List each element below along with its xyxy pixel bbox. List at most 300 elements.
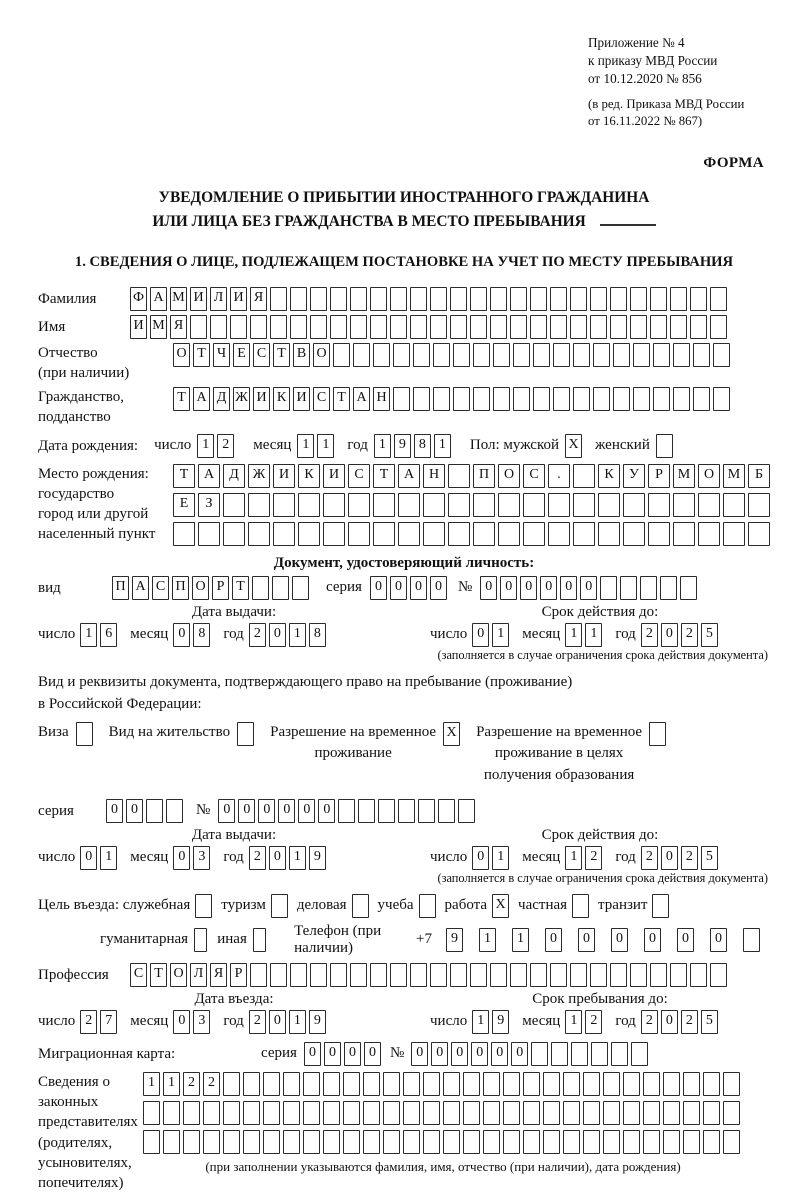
char-cell[interactable]	[323, 1101, 340, 1125]
char-cell[interactable]	[398, 522, 420, 546]
char-cell[interactable]	[670, 963, 687, 987]
char-cell[interactable]: 1	[289, 1010, 306, 1034]
char-cell[interactable]	[330, 315, 347, 339]
char-cell[interactable]: Е	[233, 343, 250, 367]
char-cell[interactable]: 1	[197, 434, 214, 458]
char-cell[interactable]	[198, 522, 220, 546]
char-cell[interactable]: 0	[431, 1042, 448, 1066]
char-cell[interactable]	[463, 1101, 480, 1125]
char-cell[interactable]	[603, 1130, 620, 1154]
char-cell[interactable]	[633, 387, 650, 411]
char-cell[interactable]	[450, 287, 467, 311]
char-cell[interactable]	[390, 963, 407, 987]
char-cell[interactable]	[531, 1042, 548, 1066]
char-cell[interactable]	[223, 522, 245, 546]
char-cell[interactable]: 0	[364, 1042, 381, 1066]
char-cell[interactable]: 1	[100, 846, 117, 870]
char-cell[interactable]	[363, 1072, 380, 1096]
char-cell[interactable]: Н	[423, 464, 445, 488]
char-cell[interactable]	[310, 963, 327, 987]
char-cell[interactable]	[513, 343, 530, 367]
char-cell[interactable]	[263, 1101, 280, 1125]
char-cell[interactable]: 0	[480, 576, 497, 600]
char-cell[interactable]	[270, 315, 287, 339]
char-cell[interactable]: 0	[661, 623, 678, 647]
char-cell[interactable]	[680, 576, 697, 600]
char-cell[interactable]: 1	[479, 928, 496, 952]
char-cell[interactable]: П	[473, 464, 495, 488]
char-cell[interactable]	[303, 1130, 320, 1154]
char-cell[interactable]	[383, 1130, 400, 1154]
vnj-checkbox[interactable]	[237, 722, 254, 746]
char-cell[interactable]: М	[723, 464, 745, 488]
char-cell[interactable]: 0	[500, 576, 517, 600]
char-cell[interactable]	[648, 493, 670, 517]
char-cell[interactable]	[470, 287, 487, 311]
char-cell[interactable]	[748, 493, 770, 517]
char-cell[interactable]	[263, 1130, 280, 1154]
sluzhebnaya-checkbox[interactable]	[195, 894, 212, 918]
char-cell[interactable]	[748, 522, 770, 546]
char-cell[interactable]	[393, 387, 410, 411]
char-cell[interactable]	[450, 963, 467, 987]
char-cell[interactable]	[503, 1072, 520, 1096]
char-cell[interactable]	[463, 1072, 480, 1096]
char-cell[interactable]: 2	[249, 623, 266, 647]
char-cell[interactable]	[690, 287, 707, 311]
char-cell[interactable]: Т	[173, 464, 195, 488]
char-cell[interactable]	[690, 963, 707, 987]
char-cell[interactable]	[272, 576, 289, 600]
char-cell[interactable]	[570, 315, 587, 339]
char-cell[interactable]	[443, 1072, 460, 1096]
char-cell[interactable]: З	[198, 493, 220, 517]
char-cell[interactable]	[398, 799, 415, 823]
char-cell[interactable]	[610, 287, 627, 311]
char-cell[interactable]	[523, 493, 545, 517]
char-cell[interactable]	[252, 576, 269, 600]
char-cell[interactable]	[653, 387, 670, 411]
char-cell[interactable]: 6	[100, 623, 117, 647]
char-cell[interactable]: 2	[217, 434, 234, 458]
char-cell[interactable]: 0	[430, 576, 447, 600]
char-cell[interactable]	[631, 1042, 648, 1066]
char-cell[interactable]	[330, 287, 347, 311]
char-cell[interactable]: 0	[324, 1042, 341, 1066]
char-cell[interactable]: 2	[249, 846, 266, 870]
char-cell[interactable]	[703, 1072, 720, 1096]
char-cell[interactable]	[570, 963, 587, 987]
char-cell[interactable]	[650, 963, 667, 987]
char-cell[interactable]	[548, 522, 570, 546]
char-cell[interactable]	[530, 963, 547, 987]
char-cell[interactable]: 0	[545, 928, 562, 952]
char-cell[interactable]	[623, 493, 645, 517]
char-cell[interactable]: С	[130, 963, 147, 987]
char-cell[interactable]: 0	[661, 846, 678, 870]
char-cell[interactable]	[283, 1072, 300, 1096]
char-cell[interactable]: 1	[374, 434, 391, 458]
char-cell[interactable]	[470, 963, 487, 987]
char-cell[interactable]: 0	[578, 928, 595, 952]
char-cell[interactable]	[143, 1130, 160, 1154]
char-cell[interactable]: Д	[213, 387, 230, 411]
char-cell[interactable]: 0	[238, 799, 255, 823]
char-cell[interactable]	[683, 1130, 700, 1154]
char-cell[interactable]: 0	[540, 576, 557, 600]
char-cell[interactable]: С	[348, 464, 370, 488]
char-cell[interactable]	[373, 493, 395, 517]
char-cell[interactable]	[448, 493, 470, 517]
char-cell[interactable]	[166, 799, 183, 823]
char-cell[interactable]: П	[172, 576, 189, 600]
char-cell[interactable]: О	[698, 464, 720, 488]
char-cell[interactable]: М	[150, 315, 167, 339]
tranzit-checkbox[interactable]	[652, 894, 669, 918]
char-cell[interactable]	[443, 1130, 460, 1154]
char-cell[interactable]	[310, 315, 327, 339]
char-cell[interactable]: Я	[170, 315, 187, 339]
char-cell[interactable]: С	[253, 343, 270, 367]
char-cell[interactable]: 0	[173, 846, 190, 870]
char-cell[interactable]	[273, 493, 295, 517]
char-cell[interactable]	[663, 1130, 680, 1154]
char-cell[interactable]: 0	[471, 1042, 488, 1066]
char-cell[interactable]	[443, 1101, 460, 1125]
char-cell[interactable]: Р	[212, 576, 229, 600]
char-cell[interactable]	[710, 963, 727, 987]
char-cell[interactable]: Т	[150, 963, 167, 987]
char-cell[interactable]	[298, 493, 320, 517]
char-cell[interactable]	[553, 343, 570, 367]
char-cell[interactable]: С	[313, 387, 330, 411]
char-cell[interactable]	[183, 1101, 200, 1125]
char-cell[interactable]	[163, 1101, 180, 1125]
char-cell[interactable]: Н	[373, 387, 390, 411]
char-cell[interactable]	[450, 315, 467, 339]
char-cell[interactable]: 9	[492, 1010, 509, 1034]
char-cell[interactable]	[623, 522, 645, 546]
char-cell[interactable]	[650, 287, 667, 311]
char-cell[interactable]: Д	[223, 464, 245, 488]
char-cell[interactable]: 0	[258, 799, 275, 823]
char-cell[interactable]	[433, 387, 450, 411]
char-cell[interactable]	[483, 1072, 500, 1096]
char-cell[interactable]: 0	[318, 799, 335, 823]
char-cell[interactable]	[663, 1072, 680, 1096]
char-cell[interactable]	[423, 1072, 440, 1096]
char-cell[interactable]: И	[293, 387, 310, 411]
char-cell[interactable]	[383, 1101, 400, 1125]
char-cell[interactable]: 5	[701, 846, 718, 870]
char-cell[interactable]	[350, 287, 367, 311]
char-cell[interactable]	[163, 1130, 180, 1154]
char-cell[interactable]	[603, 1101, 620, 1125]
char-cell[interactable]	[713, 343, 730, 367]
char-cell[interactable]: 0	[278, 799, 295, 823]
char-cell[interactable]	[683, 1072, 700, 1096]
char-cell[interactable]: О	[313, 343, 330, 367]
char-cell[interactable]	[343, 1101, 360, 1125]
char-cell[interactable]: 2	[585, 1010, 602, 1034]
char-cell[interactable]: 0	[269, 846, 286, 870]
char-cell[interactable]: 0	[580, 576, 597, 600]
char-cell[interactable]	[210, 315, 227, 339]
char-cell[interactable]: 0	[410, 576, 427, 600]
char-cell[interactable]	[550, 963, 567, 987]
char-cell[interactable]	[373, 343, 390, 367]
char-cell[interactable]: 0	[80, 846, 97, 870]
char-cell[interactable]	[303, 1101, 320, 1125]
char-cell[interactable]: 2	[681, 623, 698, 647]
char-cell[interactable]	[463, 1130, 480, 1154]
char-cell[interactable]	[590, 287, 607, 311]
char-cell[interactable]: И	[190, 287, 207, 311]
char-cell[interactable]: Р	[648, 464, 670, 488]
char-cell[interactable]	[410, 315, 427, 339]
char-cell[interactable]	[503, 1130, 520, 1154]
char-cell[interactable]	[223, 1072, 240, 1096]
char-cell[interactable]: 1	[297, 434, 314, 458]
char-cell[interactable]: 2	[585, 846, 602, 870]
char-cell[interactable]: А	[353, 387, 370, 411]
char-cell[interactable]	[510, 315, 527, 339]
rvp-edu-checkbox[interactable]	[649, 722, 666, 746]
char-cell[interactable]	[230, 315, 247, 339]
char-cell[interactable]	[573, 522, 595, 546]
inaya-checkbox[interactable]	[253, 928, 266, 952]
char-cell[interactable]	[473, 387, 490, 411]
char-cell[interactable]	[303, 1072, 320, 1096]
char-cell[interactable]	[343, 1130, 360, 1154]
rvp-checkbox[interactable]: X	[443, 722, 460, 746]
char-cell[interactable]	[323, 522, 345, 546]
char-cell[interactable]: 0	[298, 799, 315, 823]
char-cell[interactable]: 9	[446, 928, 463, 952]
char-cell[interactable]: 3	[193, 1010, 210, 1034]
char-cell[interactable]	[453, 387, 470, 411]
char-cell[interactable]: 1	[163, 1072, 180, 1096]
char-cell[interactable]	[448, 464, 470, 488]
char-cell[interactable]	[683, 1101, 700, 1125]
char-cell[interactable]	[403, 1072, 420, 1096]
char-cell[interactable]: 0	[390, 576, 407, 600]
char-cell[interactable]: 1	[143, 1072, 160, 1096]
char-cell[interactable]	[350, 963, 367, 987]
char-cell[interactable]	[418, 799, 435, 823]
char-cell[interactable]	[723, 522, 745, 546]
char-cell[interactable]	[570, 287, 587, 311]
char-cell[interactable]	[330, 963, 347, 987]
char-cell[interactable]: У	[623, 464, 645, 488]
char-cell[interactable]	[551, 1042, 568, 1066]
char-cell[interactable]	[543, 1072, 560, 1096]
char-cell[interactable]: Р	[230, 963, 247, 987]
char-cell[interactable]: 0	[269, 623, 286, 647]
char-cell[interactable]	[363, 1101, 380, 1125]
char-cell[interactable]: А	[150, 287, 167, 311]
char-cell[interactable]	[611, 1042, 628, 1066]
char-cell[interactable]: Л	[190, 963, 207, 987]
char-cell[interactable]: 0	[560, 576, 577, 600]
char-cell[interactable]	[573, 493, 595, 517]
char-cell[interactable]	[273, 522, 295, 546]
char-cell[interactable]	[593, 387, 610, 411]
char-cell[interactable]: П	[112, 576, 129, 600]
char-cell[interactable]	[333, 343, 350, 367]
char-cell[interactable]	[571, 1042, 588, 1066]
char-cell[interactable]: И	[130, 315, 147, 339]
char-cell[interactable]	[390, 315, 407, 339]
char-cell[interactable]: 1	[492, 623, 509, 647]
char-cell[interactable]	[290, 315, 307, 339]
char-cell[interactable]	[448, 522, 470, 546]
char-cell[interactable]	[643, 1130, 660, 1154]
char-cell[interactable]: 3	[193, 846, 210, 870]
char-cell[interactable]	[363, 1130, 380, 1154]
char-cell[interactable]: О	[498, 464, 520, 488]
char-cell[interactable]: 0	[106, 799, 123, 823]
char-cell[interactable]	[660, 576, 677, 600]
char-cell[interactable]	[203, 1130, 220, 1154]
char-cell[interactable]: 2	[641, 846, 658, 870]
char-cell[interactable]: 1	[289, 846, 306, 870]
char-cell[interactable]	[640, 576, 657, 600]
char-cell[interactable]	[693, 387, 710, 411]
char-cell[interactable]	[690, 315, 707, 339]
char-cell[interactable]	[483, 1130, 500, 1154]
char-cell[interactable]	[373, 522, 395, 546]
char-cell[interactable]: Т	[232, 576, 249, 600]
char-cell[interactable]	[603, 1072, 620, 1096]
char-cell[interactable]	[493, 387, 510, 411]
char-cell[interactable]	[348, 493, 370, 517]
char-cell[interactable]	[383, 1072, 400, 1096]
char-cell[interactable]	[743, 928, 760, 952]
char-cell[interactable]	[430, 963, 447, 987]
char-cell[interactable]: И	[323, 464, 345, 488]
char-cell[interactable]: 1	[565, 846, 582, 870]
char-cell[interactable]	[530, 287, 547, 311]
char-cell[interactable]	[623, 1072, 640, 1096]
char-cell[interactable]	[323, 1072, 340, 1096]
male-checkbox[interactable]: X	[565, 434, 582, 458]
char-cell[interactable]	[490, 963, 507, 987]
char-cell[interactable]: 1	[565, 1010, 582, 1034]
rabota-checkbox[interactable]: X	[492, 894, 509, 918]
char-cell[interactable]: К	[598, 464, 620, 488]
char-cell[interactable]: 8	[414, 434, 431, 458]
char-cell[interactable]: Ж	[248, 464, 270, 488]
char-cell[interactable]	[673, 387, 690, 411]
char-cell[interactable]: Ф	[130, 287, 147, 311]
char-cell[interactable]	[703, 1101, 720, 1125]
char-cell[interactable]	[290, 287, 307, 311]
char-cell[interactable]: 1	[317, 434, 334, 458]
char-cell[interactable]	[433, 343, 450, 367]
char-cell[interactable]	[430, 287, 447, 311]
char-cell[interactable]	[693, 343, 710, 367]
char-cell[interactable]: 0	[677, 928, 694, 952]
char-cell[interactable]	[493, 343, 510, 367]
char-cell[interactable]	[470, 315, 487, 339]
char-cell[interactable]	[223, 1130, 240, 1154]
char-cell[interactable]	[473, 343, 490, 367]
char-cell[interactable]	[670, 315, 687, 339]
char-cell[interactable]	[713, 387, 730, 411]
char-cell[interactable]	[370, 315, 387, 339]
char-cell[interactable]	[430, 315, 447, 339]
char-cell[interactable]	[643, 1072, 660, 1096]
char-cell[interactable]: 1	[492, 846, 509, 870]
char-cell[interactable]: 2	[80, 1010, 97, 1034]
char-cell[interactable]: 2	[641, 1010, 658, 1034]
char-cell[interactable]: 0	[173, 623, 190, 647]
char-cell[interactable]: 0	[304, 1042, 321, 1066]
char-cell[interactable]	[243, 1072, 260, 1096]
char-cell[interactable]: А	[132, 576, 149, 600]
char-cell[interactable]: 0	[710, 928, 727, 952]
char-cell[interactable]	[598, 522, 620, 546]
char-cell[interactable]	[563, 1130, 580, 1154]
char-cell[interactable]: 0	[269, 1010, 286, 1034]
char-cell[interactable]: М	[673, 464, 695, 488]
char-cell[interactable]: Б	[748, 464, 770, 488]
char-cell[interactable]: К	[273, 387, 290, 411]
turizm-checkbox[interactable]	[271, 894, 288, 918]
char-cell[interactable]: И	[253, 387, 270, 411]
char-cell[interactable]	[250, 315, 267, 339]
char-cell[interactable]: Я	[210, 963, 227, 987]
char-cell[interactable]: 1	[512, 928, 529, 952]
char-cell[interactable]	[410, 287, 427, 311]
char-cell[interactable]: Т	[333, 387, 350, 411]
char-cell[interactable]: 0	[451, 1042, 468, 1066]
char-cell[interactable]	[573, 464, 595, 488]
char-cell[interactable]	[283, 1101, 300, 1125]
char-cell[interactable]	[390, 287, 407, 311]
char-cell[interactable]	[533, 387, 550, 411]
char-cell[interactable]	[591, 1042, 608, 1066]
visa-checkbox[interactable]	[76, 722, 93, 746]
char-cell[interactable]: Ч	[213, 343, 230, 367]
char-cell[interactable]	[310, 287, 327, 311]
char-cell[interactable]	[548, 493, 570, 517]
char-cell[interactable]	[590, 315, 607, 339]
char-cell[interactable]	[610, 315, 627, 339]
char-cell[interactable]	[583, 1101, 600, 1125]
char-cell[interactable]	[183, 1130, 200, 1154]
char-cell[interactable]	[523, 1101, 540, 1125]
char-cell[interactable]: А	[198, 464, 220, 488]
char-cell[interactable]: Ж	[233, 387, 250, 411]
char-cell[interactable]	[292, 576, 309, 600]
char-cell[interactable]	[623, 1101, 640, 1125]
char-cell[interactable]	[290, 963, 307, 987]
char-cell[interactable]	[573, 343, 590, 367]
char-cell[interactable]	[438, 799, 455, 823]
char-cell[interactable]: 0	[126, 799, 143, 823]
char-cell[interactable]	[513, 387, 530, 411]
char-cell[interactable]	[250, 963, 267, 987]
char-cell[interactable]	[698, 522, 720, 546]
char-cell[interactable]	[573, 387, 590, 411]
char-cell[interactable]	[378, 799, 395, 823]
char-cell[interactable]: 0	[370, 576, 387, 600]
char-cell[interactable]	[458, 799, 475, 823]
char-cell[interactable]	[723, 1072, 740, 1096]
char-cell[interactable]	[413, 387, 430, 411]
